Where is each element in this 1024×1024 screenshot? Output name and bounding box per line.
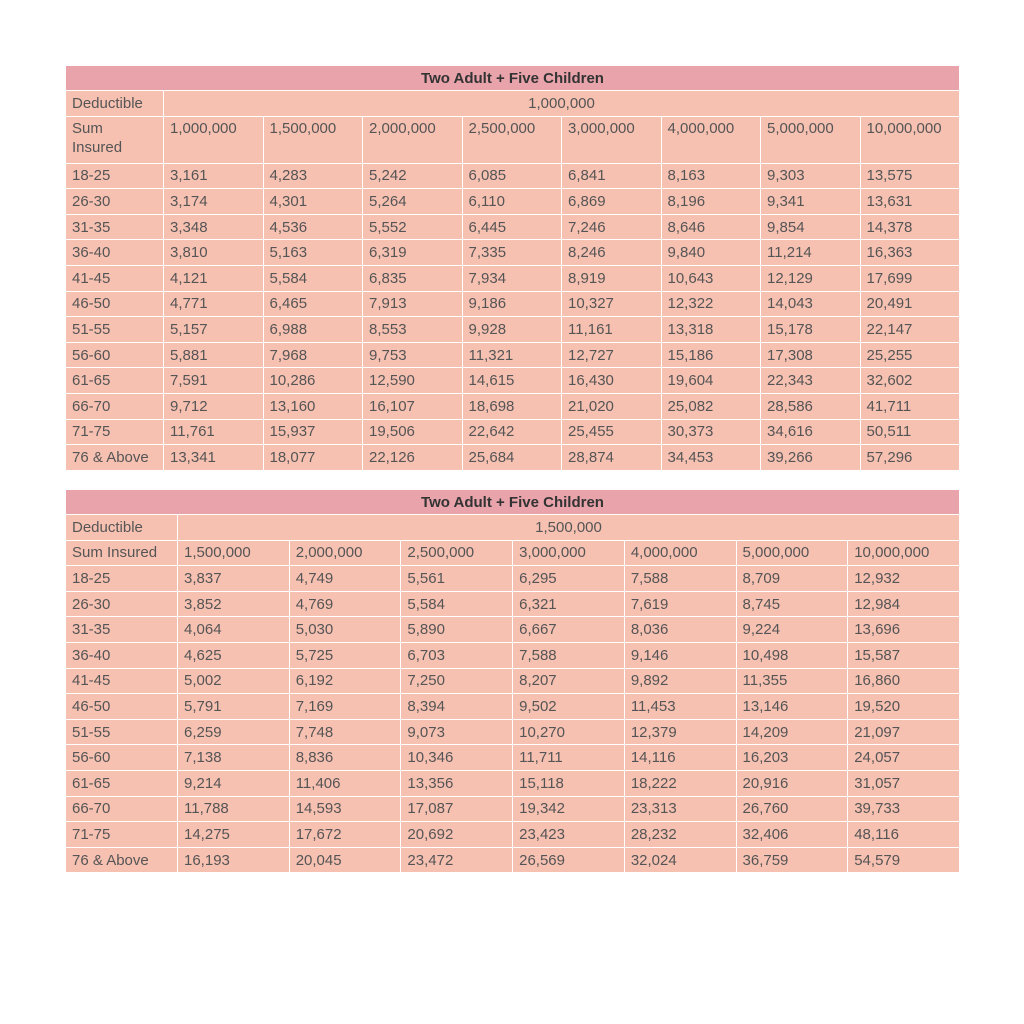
premium-cell: 9,341	[761, 189, 861, 215]
premium-cell: 10,498	[736, 642, 848, 668]
premium-cell: 21,020	[562, 393, 662, 419]
premium-cell: 14,116	[624, 745, 736, 771]
sum-insured-value: 4,000,000	[661, 116, 761, 163]
premium-cell: 11,788	[178, 796, 290, 822]
sum-insured-value: 2,500,000	[462, 116, 562, 163]
premium-cell: 4,749	[289, 566, 401, 592]
premium-cell: 14,275	[178, 822, 290, 848]
premium-cell: 19,506	[363, 419, 463, 445]
premium-cell: 13,341	[164, 445, 264, 471]
premium-cell: 26,569	[513, 847, 625, 873]
premium-cell: 17,308	[761, 342, 861, 368]
premium-cell: 20,045	[289, 847, 401, 873]
table-row	[66, 265, 960, 291]
premium-cell: 17,087	[401, 796, 513, 822]
premium-cell: 57,296	[860, 445, 960, 471]
sum-insured-value: 2,000,000	[289, 540, 401, 566]
table-row	[66, 566, 960, 592]
premium-cell: 7,246	[562, 214, 662, 240]
premium-cell: 11,711	[513, 745, 625, 771]
table-row	[66, 368, 960, 394]
age-band: 31-35	[66, 214, 164, 240]
premium-cell: 5,030	[289, 617, 401, 643]
premium-cell: 11,453	[624, 694, 736, 720]
table-row	[66, 847, 960, 873]
table-title: Two Adult + Five Children	[66, 490, 960, 515]
premium-cell: 13,318	[661, 317, 761, 343]
premium-cell: 5,584	[401, 591, 513, 617]
premium-cell: 13,146	[736, 694, 848, 720]
table-row	[66, 770, 960, 796]
premium-cell: 10,643	[661, 265, 761, 291]
table-row	[66, 214, 960, 240]
premium-cell: 6,465	[263, 291, 363, 317]
premium-cell: 25,455	[562, 419, 662, 445]
premium-cell: 12,984	[848, 591, 960, 617]
table-row	[66, 240, 960, 266]
premium-cell: 9,073	[401, 719, 513, 745]
age-band: 36-40	[66, 642, 178, 668]
sum-insured-row	[66, 540, 960, 566]
age-band: 26-30	[66, 591, 178, 617]
premium-cell: 11,761	[164, 419, 264, 445]
sum-insured-value: 5,000,000	[761, 116, 861, 163]
premium-cell: 10,270	[513, 719, 625, 745]
premium-cell: 14,209	[736, 719, 848, 745]
table-title: Two Adult + Five Children	[66, 66, 960, 91]
premium-cell: 6,295	[513, 566, 625, 592]
premium-cell: 39,733	[848, 796, 960, 822]
premium-cell: 11,321	[462, 342, 562, 368]
table-row	[66, 419, 960, 445]
premium-cell: 4,283	[263, 163, 363, 189]
table-row	[66, 591, 960, 617]
sum-insured-value: 1,500,000	[263, 116, 363, 163]
premium-cell: 16,860	[848, 668, 960, 694]
premium-cell: 3,161	[164, 163, 264, 189]
premium-cell: 21,097	[848, 719, 960, 745]
premium-cell: 16,430	[562, 368, 662, 394]
table-row	[66, 822, 960, 848]
premium-cell: 6,319	[363, 240, 463, 266]
premium-cell: 10,346	[401, 745, 513, 771]
age-band: 56-60	[66, 745, 178, 771]
premium-cell: 7,748	[289, 719, 401, 745]
premium-cell: 8,919	[562, 265, 662, 291]
sum-insured-value: 1,500,000	[178, 540, 290, 566]
age-band: 61-65	[66, 770, 178, 796]
deductible-label: Deductible	[66, 91, 164, 117]
premium-cell: 8,553	[363, 317, 463, 343]
premium-cell: 5,791	[178, 694, 290, 720]
premium-cell: 3,174	[164, 189, 264, 215]
premium-cell: 5,881	[164, 342, 264, 368]
premium-cell: 9,186	[462, 291, 562, 317]
premium-cell: 24,057	[848, 745, 960, 771]
sum-insured-label: Sum Insured	[66, 116, 164, 163]
sum-insured-value: 10,000,000	[860, 116, 960, 163]
age-band: 51-55	[66, 719, 178, 745]
premium-cell: 7,934	[462, 265, 562, 291]
premium-cell: 6,110	[462, 189, 562, 215]
premium-cell: 8,745	[736, 591, 848, 617]
premium-cell: 8,246	[562, 240, 662, 266]
premium-cell: 5,552	[363, 214, 463, 240]
premium-cell: 50,511	[860, 419, 960, 445]
premium-cell: 4,301	[263, 189, 363, 215]
premium-cell: 23,313	[624, 796, 736, 822]
age-band: 46-50	[66, 694, 178, 720]
premium-cell: 9,854	[761, 214, 861, 240]
premium-cell: 5,725	[289, 642, 401, 668]
premium-cell: 6,835	[363, 265, 463, 291]
sum-insured-label: Sum Insured	[66, 540, 178, 566]
premium-cell: 16,363	[860, 240, 960, 266]
premium-cell: 20,916	[736, 770, 848, 796]
premium-cell: 16,193	[178, 847, 290, 873]
premium-cell: 28,874	[562, 445, 662, 471]
premium-cell: 6,988	[263, 317, 363, 343]
sum-insured-value: 10,000,000	[848, 540, 960, 566]
premium-cell: 20,692	[401, 822, 513, 848]
premium-cell: 9,928	[462, 317, 562, 343]
premium-cell: 13,575	[860, 163, 960, 189]
age-band: 41-45	[66, 668, 178, 694]
deductible-row	[66, 91, 960, 117]
premium-cell: 13,160	[263, 393, 363, 419]
premium-cell: 31,057	[848, 770, 960, 796]
premium-cell: 4,625	[178, 642, 290, 668]
table-row	[66, 745, 960, 771]
premium-cell: 15,587	[848, 642, 960, 668]
deductible-label: Deductible	[66, 515, 178, 541]
premium-cell: 3,810	[164, 240, 264, 266]
premium-cell: 9,224	[736, 617, 848, 643]
premium-cell: 15,178	[761, 317, 861, 343]
age-band: 46-50	[66, 291, 164, 317]
premium-cell: 17,672	[289, 822, 401, 848]
premium-cell: 9,214	[178, 770, 290, 796]
premium-cell: 8,709	[736, 566, 848, 592]
premium-cell: 3,852	[178, 591, 290, 617]
premium-cell: 12,590	[363, 368, 463, 394]
deductible-value: 1,500,000	[178, 515, 960, 541]
sum-insured-value: 5,000,000	[736, 540, 848, 566]
premium-cell: 11,214	[761, 240, 861, 266]
premium-cell: 8,646	[661, 214, 761, 240]
premium-cell: 7,250	[401, 668, 513, 694]
premium-cell: 32,602	[860, 368, 960, 394]
premium-cell: 14,593	[289, 796, 401, 822]
table-row	[66, 617, 960, 643]
premium-cell: 9,840	[661, 240, 761, 266]
premium-cell: 25,082	[661, 393, 761, 419]
premium-cell: 6,703	[401, 642, 513, 668]
age-band: 18-25	[66, 566, 178, 592]
premium-cell: 4,771	[164, 291, 264, 317]
premium-cell: 8,394	[401, 694, 513, 720]
premium-table-deductible-1000000	[65, 65, 960, 471]
premium-cell: 20,491	[860, 291, 960, 317]
premium-cell: 3,348	[164, 214, 264, 240]
age-band: 71-75	[66, 822, 178, 848]
premium-cell: 23,423	[513, 822, 625, 848]
premium-cell: 7,619	[624, 591, 736, 617]
premium-cell: 4,536	[263, 214, 363, 240]
premium-cell: 23,472	[401, 847, 513, 873]
premium-cell: 6,841	[562, 163, 662, 189]
premium-cell: 5,584	[263, 265, 363, 291]
premium-cell: 12,379	[624, 719, 736, 745]
premium-cell: 9,753	[363, 342, 463, 368]
premium-cell: 22,343	[761, 368, 861, 394]
premium-cell: 8,207	[513, 668, 625, 694]
table-row	[66, 342, 960, 368]
age-band: 56-60	[66, 342, 164, 368]
table-row	[66, 694, 960, 720]
age-band: 66-70	[66, 393, 164, 419]
table-row	[66, 189, 960, 215]
sum-insured-value: 2,000,000	[363, 116, 463, 163]
table-row	[66, 163, 960, 189]
premium-cell: 9,712	[164, 393, 264, 419]
premium-cell: 7,968	[263, 342, 363, 368]
table-row	[66, 393, 960, 419]
table-row	[66, 445, 960, 471]
premium-cell: 28,586	[761, 393, 861, 419]
sum-insured-value: 4,000,000	[624, 540, 736, 566]
premium-cell: 25,255	[860, 342, 960, 368]
premium-cell: 7,591	[164, 368, 264, 394]
premium-cell: 6,869	[562, 189, 662, 215]
sum-insured-row	[66, 116, 960, 163]
premium-cell: 25,684	[462, 445, 562, 471]
deductible-value: 1,000,000	[164, 91, 960, 117]
premium-cell: 18,077	[263, 445, 363, 471]
premium-cell: 7,335	[462, 240, 562, 266]
premium-cell: 3,837	[178, 566, 290, 592]
premium-cell: 12,322	[661, 291, 761, 317]
premium-cell: 16,203	[736, 745, 848, 771]
premium-cell: 9,892	[624, 668, 736, 694]
premium-cell: 5,561	[401, 566, 513, 592]
premium-cell: 7,138	[178, 745, 290, 771]
premium-cell: 9,146	[624, 642, 736, 668]
age-band: 36-40	[66, 240, 164, 266]
premium-cell: 17,699	[860, 265, 960, 291]
premium-cell: 36,759	[736, 847, 848, 873]
premium-cell: 54,579	[848, 847, 960, 873]
premium-cell: 7,588	[624, 566, 736, 592]
premium-cell: 12,129	[761, 265, 861, 291]
premium-cell: 5,163	[263, 240, 363, 266]
age-band: 76 & Above	[66, 847, 178, 873]
age-band: 18-25	[66, 163, 164, 189]
premium-cell: 22,147	[860, 317, 960, 343]
age-band: 76 & Above	[66, 445, 164, 471]
premium-cell: 13,696	[848, 617, 960, 643]
premium-cell: 11,161	[562, 317, 662, 343]
premium-cell: 14,043	[761, 291, 861, 317]
premium-cell: 8,036	[624, 617, 736, 643]
premium-cell: 16,107	[363, 393, 463, 419]
premium-cell: 9,303	[761, 163, 861, 189]
sum-insured-value: 3,000,000	[513, 540, 625, 566]
premium-cell: 13,631	[860, 189, 960, 215]
premium-cell: 5,264	[363, 189, 463, 215]
premium-cell: 14,615	[462, 368, 562, 394]
premium-cell: 28,232	[624, 822, 736, 848]
premium-cell: 5,002	[178, 668, 290, 694]
age-band: 71-75	[66, 419, 164, 445]
premium-cell: 14,378	[860, 214, 960, 240]
premium-cell: 10,286	[263, 368, 363, 394]
table-row	[66, 317, 960, 343]
premium-cell: 8,163	[661, 163, 761, 189]
premium-cell: 6,667	[513, 617, 625, 643]
table-row	[66, 668, 960, 694]
premium-cell: 6,321	[513, 591, 625, 617]
premium-cell: 10,327	[562, 291, 662, 317]
table-row	[66, 796, 960, 822]
premium-cell: 7,913	[363, 291, 463, 317]
sum-insured-value: 2,500,000	[401, 540, 513, 566]
title-row	[66, 66, 960, 91]
premium-cell: 26,760	[736, 796, 848, 822]
premium-cell: 48,116	[848, 822, 960, 848]
premium-cell: 19,342	[513, 796, 625, 822]
premium-cell: 4,121	[164, 265, 264, 291]
premium-cell: 39,266	[761, 445, 861, 471]
premium-cell: 8,836	[289, 745, 401, 771]
table-row	[66, 291, 960, 317]
premium-cell: 11,355	[736, 668, 848, 694]
premium-cell: 8,196	[661, 189, 761, 215]
premium-cell: 7,169	[289, 694, 401, 720]
premium-cell: 15,118	[513, 770, 625, 796]
age-band: 51-55	[66, 317, 164, 343]
premium-cell: 41,711	[860, 393, 960, 419]
premium-cell: 32,024	[624, 847, 736, 873]
title-row	[66, 490, 960, 515]
premium-cell: 4,769	[289, 591, 401, 617]
premium-cell: 7,588	[513, 642, 625, 668]
age-band: 31-35	[66, 617, 178, 643]
premium-cell: 5,157	[164, 317, 264, 343]
premium-cell: 12,932	[848, 566, 960, 592]
premium-cell: 22,642	[462, 419, 562, 445]
table-row	[66, 642, 960, 668]
premium-cell: 6,192	[289, 668, 401, 694]
premium-cell: 15,937	[263, 419, 363, 445]
premium-cell: 18,222	[624, 770, 736, 796]
premium-cell: 9,502	[513, 694, 625, 720]
table-row	[66, 719, 960, 745]
premium-cell: 30,373	[661, 419, 761, 445]
premium-cell: 15,186	[661, 342, 761, 368]
premium-cell: 4,064	[178, 617, 290, 643]
premium-cell: 5,242	[363, 163, 463, 189]
age-band: 66-70	[66, 796, 178, 822]
premium-cell: 5,890	[401, 617, 513, 643]
age-band: 41-45	[66, 265, 164, 291]
sum-insured-value: 3,000,000	[562, 116, 662, 163]
premium-cell: 34,616	[761, 419, 861, 445]
age-band: 26-30	[66, 189, 164, 215]
deductible-row	[66, 515, 960, 541]
premium-cell: 6,085	[462, 163, 562, 189]
premium-cell: 34,453	[661, 445, 761, 471]
premium-cell: 32,406	[736, 822, 848, 848]
premium-table-deductible-1500000	[65, 489, 960, 873]
premium-cell: 11,406	[289, 770, 401, 796]
premium-cell: 13,356	[401, 770, 513, 796]
premium-cell: 12,727	[562, 342, 662, 368]
premium-cell: 19,520	[848, 694, 960, 720]
premium-cell: 19,604	[661, 368, 761, 394]
sum-insured-value: 1,000,000	[164, 116, 264, 163]
premium-cell: 22,126	[363, 445, 463, 471]
premium-cell: 6,259	[178, 719, 290, 745]
age-band: 61-65	[66, 368, 164, 394]
premium-cell: 18,698	[462, 393, 562, 419]
premium-cell: 6,445	[462, 214, 562, 240]
